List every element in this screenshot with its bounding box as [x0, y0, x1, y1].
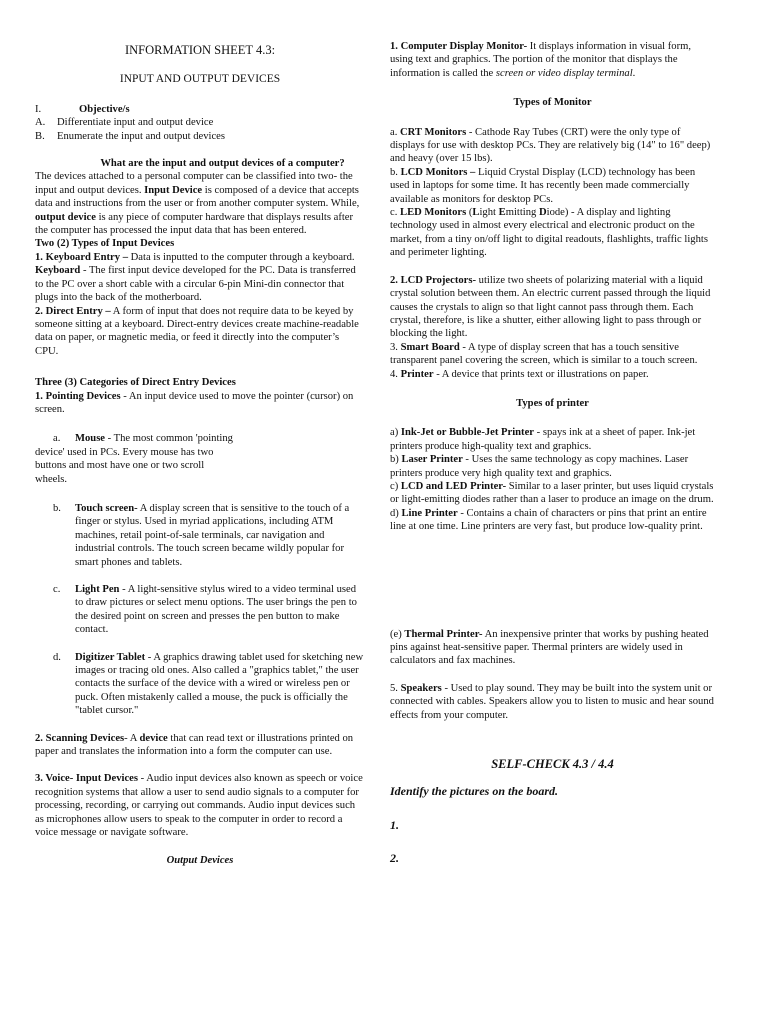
printer: 4. Printer - A device that prints text or illustrations on paper. — [390, 368, 649, 380]
keyboard-entry: 1. Keyboard Entry – Data is inputted to the computer through a keyboard. — [35, 251, 355, 263]
objective-item: B. Enumerate the input and output devices — [35, 130, 225, 142]
self-check-title: SELF-CHECK 4.3 / 4.4 — [491, 757, 614, 772]
section-question: What are the input and output devices of a computer? — [100, 158, 345, 170]
led-monitors: c. LED Monitors (Light Emitting Diode) - A display and lighting technology used in almost every electrical and electronic product on the market, from a tiny on/off light to digital readouts, flashlights, traffic lights and perimeter lighting. — [390, 207, 708, 259]
keyboard-desc: Keyboard - The first input device developed for the PC. Data is transferred to the PC over a short cable with a circular 6-pin Mini-din connector that plugs into the back of the motherboard. — [35, 265, 356, 304]
output-devices-heading: Output Devices — [166, 854, 234, 866]
objective-item: A. Differentiate input and output device — [35, 117, 214, 129]
touch-screen-item: b. Touch screen- A display screen that is sensitive to the touch of a finger or stylus. Used in myriad applications, including ATM machines, retail point-of-sale terminals, car navigation and industrial controls. The touch screen became wildly popular for smart phones and tablets. — [53, 502, 350, 568]
scanning-devices: 2. Scanning Devices- A device that can read text or illustrations printed on paper and translates the information into a form the computer can use. — [35, 732, 354, 758]
smart-board: 3. Smart Board - A type of display screen that has a touch sensitive transparent panel covering the screen, which is similar to a touch screen. — [390, 341, 698, 367]
monitor-types-heading: Types of Monitor — [513, 97, 592, 109]
sheet-title: INFORMATION SHEET 4.3: — [124, 43, 276, 57]
direct-entry: 2. Direct Entry – A form of input that does not require data to be keyed by someone sitting at a keyboard. Direct-entry devices create machine-readable data on paper, or magnetic media, or feed it directly into the computer’s CPU. — [35, 305, 359, 357]
light-pen-item: c. Light Pen - A light-sensitive stylus wired to a video terminal used to draw pictures or select menu options. The user brings the pen to the desired point on screen and presses the pen button to make contact. — [53, 584, 357, 636]
left-column — [35, 0, 365, 867]
intro-paragraph: The devices attached to a personal computer can be classified into two- the input and output devices. Input Device is composed of a device that accepts data and instructions from the user or from another computer system. While, output device is any piece of computer hardware that displays results after the computer has processed the input data that has been entered. — [35, 171, 360, 237]
pointing-devices: 1. Pointing Devices - An input device used to move the pointer (cursor) on screen. — [35, 390, 354, 415]
speakers: 5. Speakers - Used to play sound. They may be built into the system unit or connected with cables. Speakers allow you to listen to music and hear sound effects from your computer. — [390, 682, 714, 721]
direct-categories-heading: Three (3) Categories of Direct Entry Devices — [35, 377, 236, 389]
lcd-monitors: b. LCD Monitors – Liquid Crystal Display (LCD) technology has been used in laptops for some time. It has recently been made commercially available as monitors for desktop PCs. — [390, 166, 696, 205]
self-check-item-1: 1. — [390, 817, 399, 832]
thermal-printer: (e) Thermal Printer- An inexpensive printer that works by pushing heated pins against heat-sensitive paper. Thermal printers are widely used in calculators and fax machines. — [390, 628, 709, 667]
self-check-instruction: Identify the pictures on the board. — [390, 784, 559, 799]
sheet-subtitle: INPUT AND OUTPUT DEVICES — [119, 73, 281, 86]
digitizer-item: d. Digitizer Tablet - A graphics drawing tablet used for sketching new images or tracing old ones. Also called a "graphics tablet," the user contacts the surface of the device with a wired or wireless pen or puck. Often mistakenly called a mouse, the puck is officially the "tablet cursor." — [53, 651, 364, 717]
laser-printer: b) Laser Printer - Uses the same technology as copy machines. Laser printers produce very high quality text and graphics. — [390, 454, 689, 479]
objectives-number: I. — [35, 103, 42, 115]
mouse-item: a. Mouse - The most common 'pointing device' used in PCs. Every mouse has two buttons and most have one or two scroll wheels. — [35, 433, 233, 485]
right-column — [390, 0, 715, 866]
voice-input-devices: 3. Voice- Input Devices - Audio input devices also known as speech or voice recognition systems that allow a user to send audio signals to a computer for processing, recording, or carrying out commands. Audio input devices such as microphones allow users to speak to the computer in order to record a voice message or navigate software. — [35, 773, 363, 839]
lcd-projectors: 2. LCD Projectors- utilize two sheets of polarizing material with a liquid crystal solution between them. An electric current passed through the liquid causes the crystals to align so that light cannot pass through them. Each crystal, therefore, is like a shutter, either allowing light to pass through or blocking the light. — [390, 274, 711, 340]
input-types-heading: Two (2) Types of Input Devices — [35, 238, 175, 250]
objectives-heading — [35, 103, 365, 116]
lcd-led-printer: c) LCD and LED Printer- Similar to a laser printer, but uses liquid crystals or light-emitting diodes rather than a laser to produce an image on the drum. — [390, 480, 714, 506]
objectives-title: Objective/s — [79, 103, 130, 115]
self-check-item-2: 2. — [390, 851, 399, 866]
crt-monitors: a. CRT Monitors - Cathode Ray Tubes (CRT) were the only type of displays for use with desktop PCs. They are relatively big (14" to 16" deep) and heavy (over 15 lbs). — [390, 126, 711, 165]
display-monitor: 1. Computer Display Monitor- It displays information in visual form, using text and graphics. The portion of the monitor that displays the information is called the screen or video display terminal. — [390, 41, 692, 79]
line-printer: d) Line Printer - Contains a chain of characters or pins that print an entire line at one time. Line printers are very fast, but produce low-quality print. — [390, 507, 707, 533]
inkjet-printer: a) Ink-Jet or Bubble-Jet Printer - spays ink at a sheet of paper. Ink-jet printers produce high-quality text and graphics. — [390, 427, 696, 452]
objectives-section — [35, 103, 365, 143]
printer-types-heading: Types of printer — [516, 397, 589, 409]
